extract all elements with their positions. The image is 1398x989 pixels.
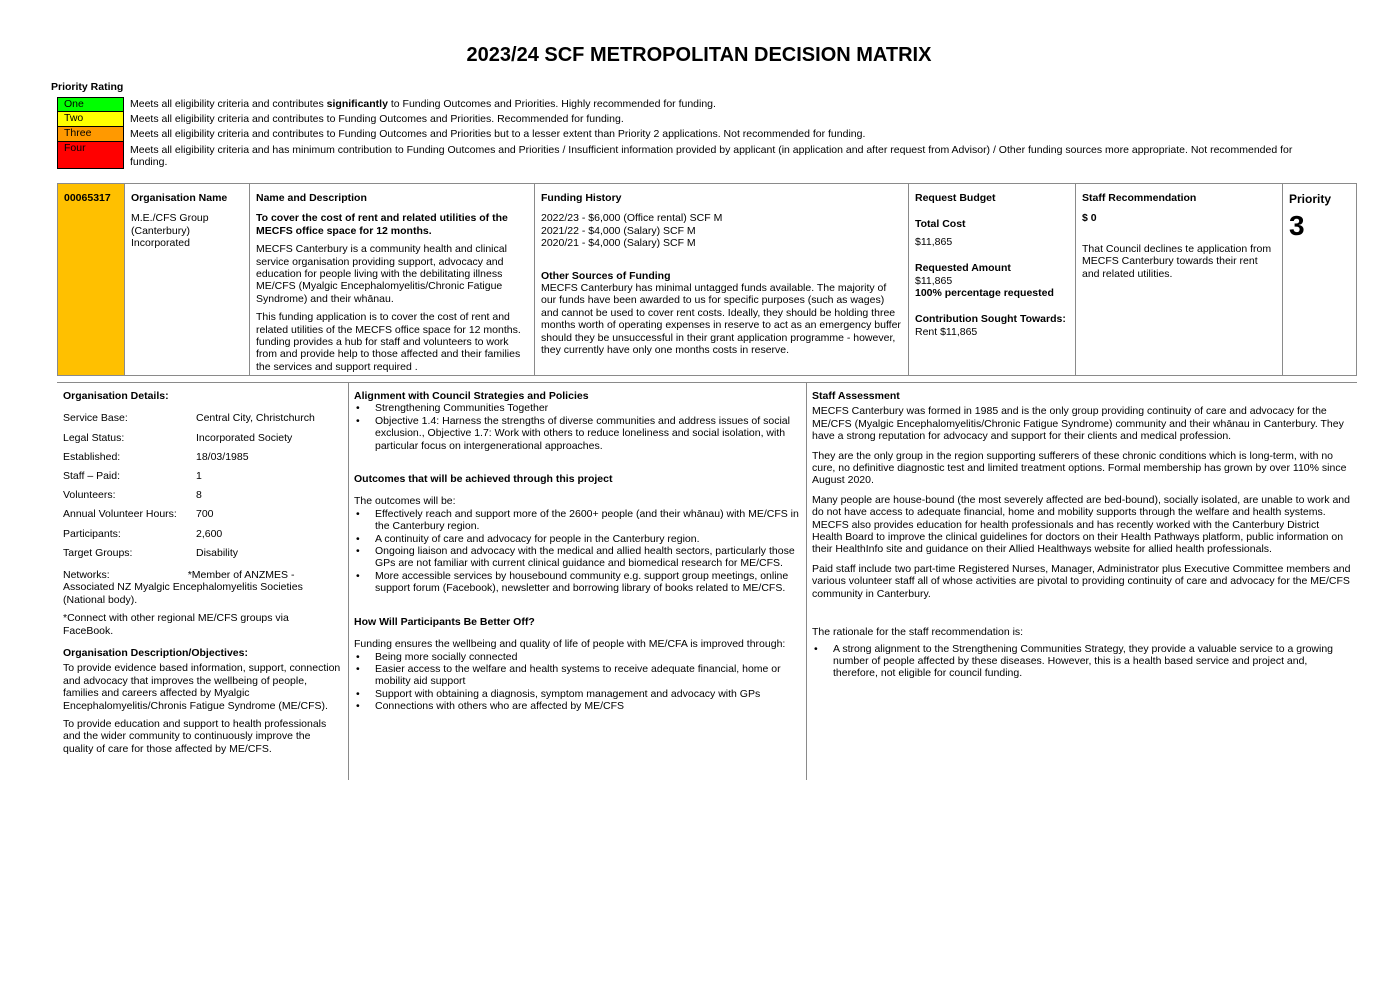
detail-row: Legal Status: Incorporated Society [63, 431, 293, 444]
list-item: • A continuity of care and advocacy for people in the Canterbury region. [375, 533, 800, 545]
project-title: To cover the cost of rent and related utilities of the MECFS office space for 12 months. [256, 212, 508, 237]
priority-row-four [57, 142, 1327, 169]
priority-desc-three: Meets all eligibility criteria and contributes to Funding Outcomes and Priorities but to a lesser extent than Priority 2 applications. Not recommended for funding. [130, 128, 866, 140]
detail-row: Volunteers: 8 [63, 489, 202, 502]
requested-percentage: 100% percentage requested [915, 287, 1054, 300]
better-off-intro: Funding ensures the wellbeing and quality of life of people with ME/CFA is improved through: [354, 638, 786, 651]
list-item: • Being more socially connected [375, 651, 800, 663]
priority-badge-two: Two [57, 112, 124, 127]
list-item: • Effectively reach and support more of the 2600+ people (and their whānau) with ME/CFS in the Canterbury region. [375, 508, 800, 533]
detail-row: Target Groups: Disability [63, 546, 239, 559]
staff-recommendation-amount: $ 0 [1082, 212, 1097, 225]
total-cost-label: Total Cost [915, 218, 966, 231]
priority-row-two [57, 112, 1327, 127]
networks-2: *Connect with other regional ME/CFS groups via FaceBook. [63, 612, 289, 637]
project-description-1: MECFS Canterbury is a community health and clinical service organisation providing support, advocacy and education for people living with the debilitating illness ME/CFS (Myalgic Encephalomyelitis/Chronic Fatigue Syndrome) and their whānau. [256, 243, 507, 305]
staff-recommendation-column [1076, 184, 1283, 375]
priority-row-three [57, 127, 1327, 142]
alignment-section [354, 390, 800, 713]
list-item: • Support with obtaining a diagnosis, symptom management and advocacy with GPs [375, 688, 800, 700]
outcomes-heading: Outcomes that will be achieved through this project [354, 473, 613, 486]
org-description-heading: Organisation Description/Objectives: [63, 646, 248, 659]
other-funding-text: MECFS Canterbury has minimal untagged funds available. The majority of our funds have been awarded to us for specific purposes (such as wages) and cannot be used to cover rent costs. Ideally, they should be holding three months worth of operating expenses in reserve to act as an emergency buffer should they be unsuccessful in their grant application programme - however, they currently have only one months costs in reserve. [541, 282, 901, 357]
org-name: M.E./CFS Group (Canterbury) Incorporated [131, 212, 209, 250]
org-name-column [125, 184, 250, 375]
priority-badge-three: Three [57, 127, 124, 142]
contribution-value: Rent $11,865 [915, 325, 978, 338]
application-summary [57, 183, 1357, 376]
column-divider [348, 383, 349, 780]
requested-amount-label: Requested Amount [915, 262, 1011, 275]
other-funding-heading: Other Sources of Funding [541, 269, 671, 282]
priority-desc-one: Meets all eligibility criteria and contributes significantly to Funding Outcomes and Priorities. Highly recommended for funding. [130, 98, 716, 110]
list-item: • Strengthening Communities Together [375, 402, 800, 414]
column-divider [806, 383, 807, 780]
assessment-paragraph: Paid staff include two part-time Registered Nurses, Manager, Administrator plus Executive Committee members and various volunteer staff all of whose activities are pivotal to providing continuity of care and advocacy for the ME/CFS community in Canterbury. [812, 562, 1351, 600]
funding-history-item: 2021/22 - $4,000 (Salary) SCF M [541, 224, 696, 237]
outcomes-intro: The outcomes will be: [354, 495, 456, 508]
detail-row: Annual Volunteer Hours: 700 [63, 508, 214, 521]
priority-column [1283, 184, 1356, 375]
priority-value: 3 [1289, 210, 1305, 241]
rationale-intro: The rationale for the staff recommendation is: [812, 626, 1024, 639]
detail-row: Service Base: Central City, Christchurch [63, 412, 315, 425]
funding-history-item: 2020/21 - $4,000 (Salary) SCF M [541, 237, 696, 250]
priority-row-one [57, 97, 1327, 112]
priority-desc-four: Meets all eligibility criteria and has minimum contribution to Funding Outcomes and Priorities / Insufficient information provided by applicant (in application and after request from Advisor) / Other funding sources more appropriate. Not recommended for funding. [130, 144, 1293, 169]
contribution-label: Contribution Sought Towards: [915, 313, 1066, 326]
page-title: 2023/24 SCF METROPOLITAN DECISION MATRIX [466, 44, 932, 66]
detail-row: Established: 18/03/1985 [63, 450, 249, 463]
funding-history-heading: Funding History [541, 192, 622, 204]
staff-recommendation-text: That Council declines te application from MECFS Canterbury towards their rent and related utilities. [1082, 242, 1272, 280]
total-cost-value: $11,865 [915, 235, 953, 248]
assessment-paragraph: MECFS Canterbury was formed in 1985 and is the only group providing continuity of care and advocacy for the ME/CFS (Myalgic Encephalomyelitis/Chronic Fatigue Syndrome) community and their whānau in Canterbury. They have a strong reputation for advocacy and support for their clients and medical profession. [812, 405, 1344, 443]
networks: Networks: *Member of ANZMES - Associated NZ Myalgic Encephalomyelitis Societies (National body). [63, 568, 303, 606]
request-budget-column [909, 184, 1076, 375]
funding-history-item: 2022/23 - $6,000 (Office rental) SCF M [541, 212, 723, 225]
alignment-heading: Alignment with Council Strategies and Policies [354, 390, 589, 402]
application-id: 00065317 [58, 184, 125, 375]
staff-assessment-heading: Staff Assessment [812, 390, 900, 402]
organisation-details [63, 390, 341, 755]
org-description-2: To provide education and support to health professionals and the wider community to continuously improve the quality of care for those affected by ME/CFS. [63, 717, 327, 755]
list-item: • More accessible services by housebound community e.g. support group meetings, online support forum (Facebook), newsletter and borrowing library of books related to ME/CFS. [375, 570, 800, 595]
priority-badge-one: One [57, 97, 124, 112]
list-item: • Easier access to the welfare and health systems to receive adequate financial, home or mobility aid support [375, 663, 800, 688]
name-description-column [250, 184, 535, 375]
detail-row: Staff – Paid: 1 [63, 469, 202, 482]
assessment-paragraph: Many people are house-bound (the most severely affected are bed-bound), socially isolated, are unable to work and do not have access to adequate financial, home and mobility supports through the welfare and health systems. MECFS also provides education for health professionals and has recently worked with the Canterbury District Health Board to improve the clinical guidelines for doctors on their Health Pathways platform, public information on their HealthInfo site and guidance on their Allied Healthways website for allied health professionals. [812, 493, 1350, 556]
staff-assessment-section [812, 390, 1352, 680]
list-item: • Objective 1.4: Harness the strengths of diverse communities and address issues of social exclusion., Objective 1.7: Work with others to reduce loneliness and social isolation, with particular focus on intergenerational approaches. [375, 415, 800, 452]
better-off-heading: How Will Participants Be Better Off? [354, 615, 535, 628]
assessment-paragraph: They are the only group in the region supporting sufferers of these chronic conditions which is long-term, with no cure, no definitive diagnostic test and limited treatment options. Formal membership has grown by over 110% since August 2020. [812, 449, 1347, 487]
org-name-heading: Organisation Name [131, 192, 228, 204]
list-item: • Connections with others who are affected by ME/CFS [375, 700, 800, 712]
detail-row: Participants: 2,600 [63, 527, 223, 540]
project-description-2: This funding application is to cover the cost of rent and related utilities of the MECFS office space for 12 months. funding provides a hub for staff and volunteers to work from and provide help to those affected and their families the services and support required . [256, 311, 521, 373]
priority-badge-four: Four [57, 142, 124, 169]
org-details-heading: Organisation Details: [63, 390, 169, 402]
requested-amount-value: $11,865 [915, 274, 953, 287]
staff-recommendation-heading: Staff Recommendation [1082, 192, 1197, 204]
list-item: • A strong alignment to the Strengthening Communities Strategy, they provide a valuable service to a growing number of people affected by these diseases. However, this is a health based service and project and, therefore, not eligible for council funding. [833, 643, 1352, 680]
section-divider [57, 382, 1357, 383]
priority-desc-two: Meets all eligibility criteria and contributes to Funding Outcomes and Priorities. Recommended for funding. [130, 113, 624, 125]
name-description-heading: Name and Description [256, 192, 367, 204]
list-item: • Ongoing liaison and advocacy with the medical and allied health sectors, particularly those GPs are not familiar with current clinical guidance and biomedical research for ME/CFS. [375, 545, 800, 570]
priority-rating-heading: Priority Rating [51, 81, 124, 93]
request-budget-heading: Request Budget [915, 192, 996, 204]
org-description-1: To provide evidence based information, support, connection and advocacy that improves the wellbeing of people, families and careers affected by Myalgic Encephalomyelitis/Chronis Fatigue Syndrome (ME/CFS). [63, 662, 341, 712]
priority-heading: Priority [1289, 192, 1332, 206]
funding-history-column [535, 184, 909, 375]
